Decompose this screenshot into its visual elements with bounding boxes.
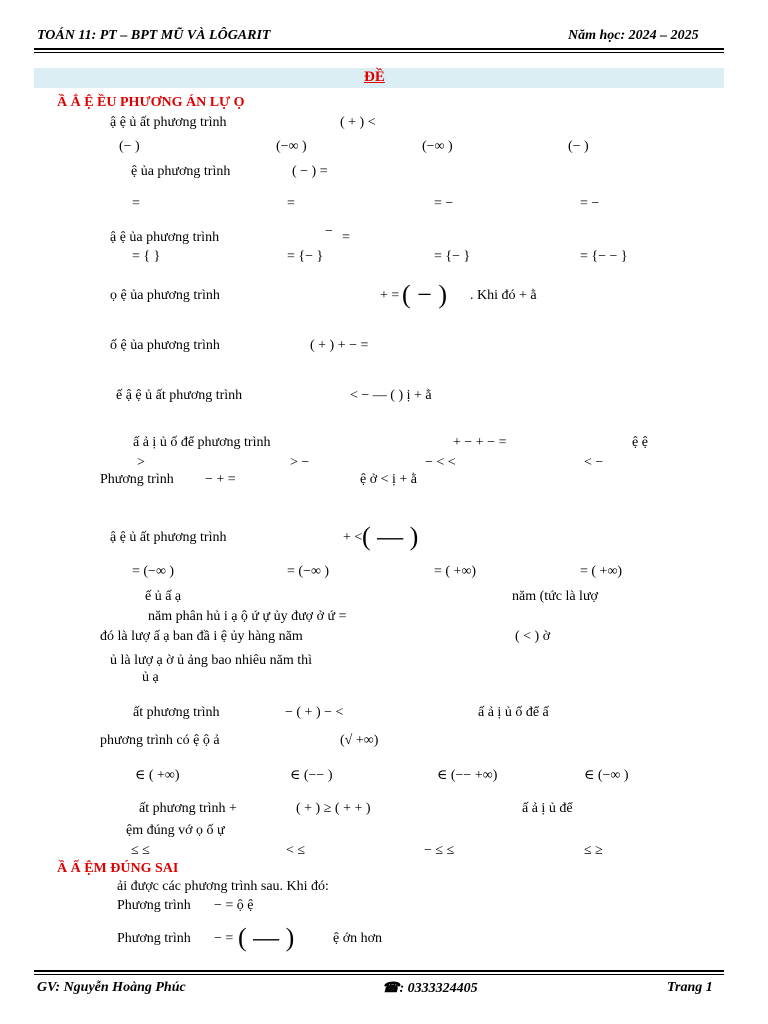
text-line-l10m: + − + − = [453,435,507,450]
text-line-l8m: ( + ) + − = [310,338,369,353]
fraction-f3: ( — ) [238,923,295,952]
text-line-l20: ất phương trình [133,705,220,720]
text-line-l18: ủ là lượ ạ ờ ủ ảng bao nhiêu năm thì [110,653,313,668]
text-line-l25a: ≤ ≤ [131,843,150,858]
footer-rule-thin [34,974,724,975]
footer-rule [34,970,724,972]
page-title: ĐỀ [364,69,385,85]
text-line-l9m: < − — ( ) ị + ằ [350,388,432,403]
text-line-l14d: = ( +∞) [580,564,623,579]
header-rule-thin [34,52,724,53]
text-line-l11c: − < < [425,455,456,470]
text-line-l3m: ( − ) = [292,164,328,179]
text-line-l14a: = (−∞ ) [132,564,175,579]
text-line-l21: phương trình có ệ ộ ả [100,733,220,748]
fraction-f1: ( − ) [402,280,447,309]
text-line-l5m2: = [342,230,350,245]
text-line-l13m: + < [343,530,363,545]
text-line-l27: Phương trình [117,898,191,913]
section-heading-multiple-choice: Ầ Ắ Ệ ỀU PHƯƠNG ÁN LỰ Ọ [57,95,245,110]
text-line-l23m: ( + ) ≥ ( + + ) [296,801,371,816]
text-line-l2a: (− ) [119,139,140,154]
text-line-l5: ậ ệ ủa phương trình [110,230,220,245]
text-line-l23e: ấ ả ị ủ để [522,801,573,816]
text-line-l3: ệ ủa phương trình [131,164,231,179]
section-heading-true-false: Ầ Ấ ỆM ĐÚNG SAI [57,861,179,876]
text-line-l6b: = {− } [287,249,324,264]
text-line-l19: ủ ạ [142,670,159,685]
text-line-l20m: − ( + ) − < [285,705,344,720]
text-line-l1: ậ ệ ủ ất phương trình [110,115,227,130]
text-line-l9: ế ậ ệ ủ ất phương trình [116,388,243,403]
header-rule [34,48,724,50]
text-line-l28e: ệ ớn hơn [333,931,383,946]
footer-phone: ☎: 0333324405 [382,981,478,996]
text-line-l25b: < ≤ [286,843,306,858]
text-line-l7: ọ ệ ủa phương trình [110,288,220,303]
text-line-l27m: − = ộ ệ [214,898,254,913]
text-line-l25c: − ≤ ≤ [424,843,455,858]
text-line-l25d: ≤ ≥ [584,843,603,858]
text-line-l2b: (−∞ ) [276,139,307,154]
text-line-l5m: − [325,224,333,239]
text-line-l4b: = [287,196,295,211]
text-line-l12: Phương trình [100,472,174,487]
text-line-l12e: ệ ở < ị + ằ [360,472,418,487]
text-line-l6d: = {− − } [580,249,628,264]
text-line-l28: Phương trình [117,931,191,946]
text-line-l8: ố ệ ủa phương trình [110,338,220,353]
footer-teacher: GV: Nguyễn Hoàng Phúc [37,980,186,995]
text-line-l21m: (√ +∞) [340,733,379,748]
text-line-l24: ệm đúng vớ ọ ố ự [126,823,225,838]
text-line-l20e: ấ ả ị ủ ố để ấ [478,705,549,720]
header-school-year: Năm học: 2024 – 2025 [568,28,699,43]
text-line-l4c: = − [434,196,454,211]
fraction-f2: ( — ) [362,522,419,551]
text-line-l13: ậ ệ ủ ất phương trình [110,530,227,545]
header-title: TOÁN 11: PT – BPT MŨ VÀ LÔGARIT [37,28,271,43]
text-line-l10e: ệ ệ [632,435,648,450]
text-line-l7e: . Khi đó + ằ [470,288,537,303]
text-line-l4a: = [132,196,140,211]
text-line-l11a: > [137,455,145,470]
text-line-l2d: (− ) [568,139,589,154]
text-line-l4d: = − [580,196,600,211]
footer-page-number: Trang 1 [667,980,713,995]
text-line-l6a: = { } [132,249,161,264]
text-line-l22d: ∈ (−∞ ) [584,768,629,783]
text-line-l17m: ( < ) ờ [515,629,551,644]
text-line-l10: ấ ả ị ủ ố để phương trình [133,435,271,450]
text-line-l17: đó là lượ ấ ạ ban đầ i ệ ủy hàng năm [100,629,303,644]
text-line-l7m: + = [380,288,400,303]
text-line-l16: năm phân hủ i ạ ộ ứ ự ủy đượ ở ứ = [148,609,347,624]
text-line-l15: ế ủ ấ ạ [145,589,182,604]
text-line-l12m: − + = [205,472,236,487]
text-line-l22c: ∈ (−− +∞) [437,768,498,783]
text-line-l14b: = (−∞ ) [287,564,330,579]
text-line-l11d: < − [584,455,604,470]
text-line-l11b: > − [290,455,310,470]
text-line-l22a: ∈ ( +∞) [135,768,180,783]
text-line-l1m: ( + ) < [340,115,376,130]
text-line-l2c: (−∞ ) [422,139,453,154]
text-line-l14c: = ( +∞) [434,564,477,579]
text-line-l26: ải được các phương trình sau. Khi đó: [117,879,329,894]
text-line-l15e: năm (tức là lượ [512,589,598,604]
text-line-l23: ất phương trình + [139,801,237,816]
text-line-l28m: − = [214,931,234,946]
text-line-l22b: ∈ (−− ) [290,768,333,783]
text-line-l6c: = {− } [434,249,471,264]
